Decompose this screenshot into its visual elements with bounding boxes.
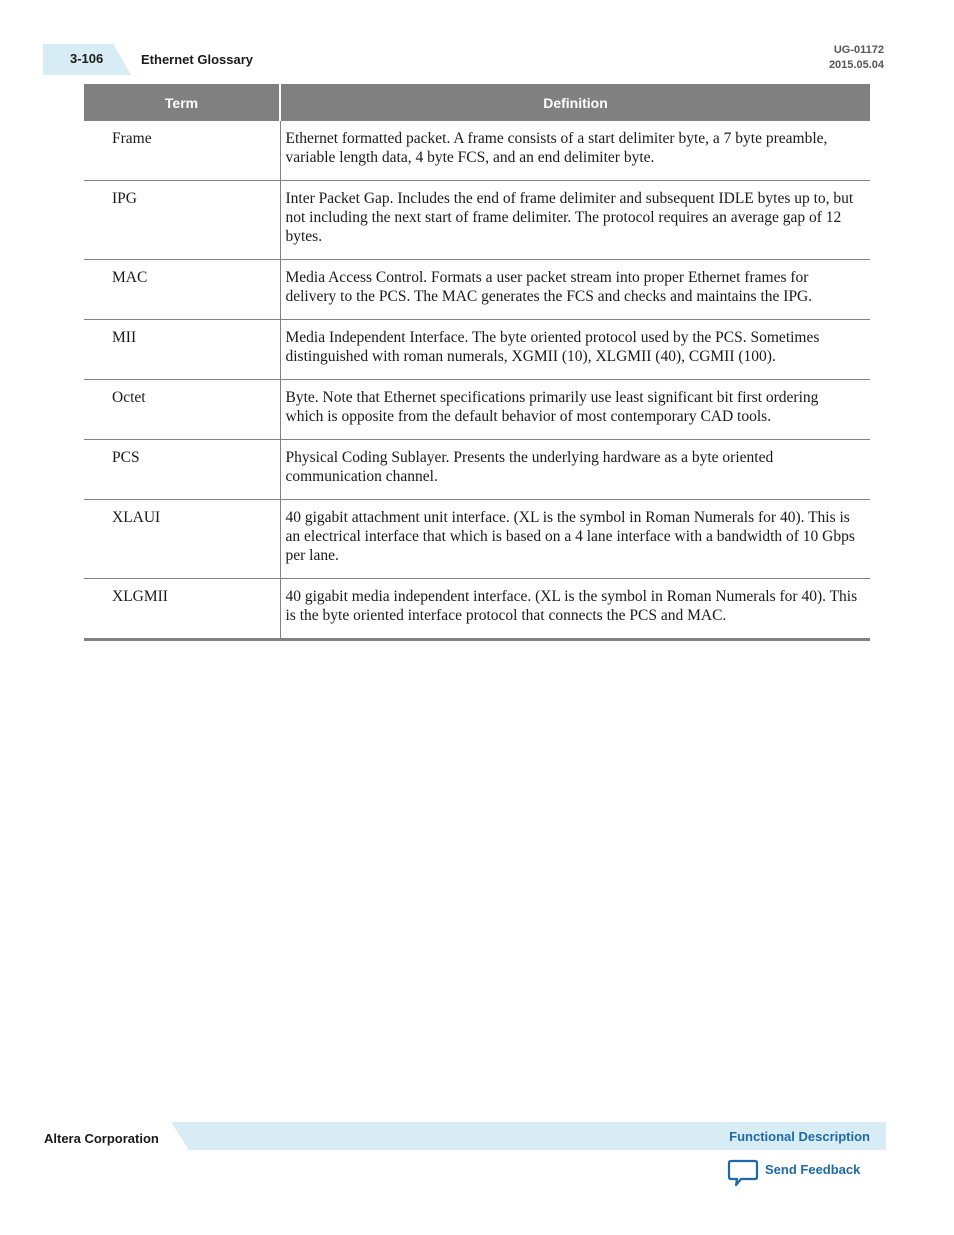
- table-row: [84, 320, 870, 380]
- section-title: Ethernet Glossary: [141, 52, 253, 67]
- send-feedback-label: Send Feedback: [765, 1162, 861, 1177]
- glossary-table: [84, 84, 870, 641]
- table-row: [84, 380, 870, 440]
- definition-cell: Media Access Control. Formats a user packet stream into proper Ethernet frames for delivery to the PCS. The MAC generates the FCS and checks and maintains the IPG.: [280, 260, 870, 320]
- definition-cell: Inter Packet Gap. Includes the end of frame delimiter and subsequent IDLE bytes up to, but not including the next start of frame delimiter. The protocol requires an average gap of 12 bytes.: [280, 181, 870, 260]
- document-date: 2015.05.04: [828, 59, 884, 71]
- definition-cell: Byte. Note that Ethernet specifications primarily use least significant bit first ordering which is opposite from the default behavior of most contemporary CAD tools.: [280, 380, 870, 440]
- table-row: [84, 440, 870, 500]
- definition-cell: Ethernet formatted packet. A frame consists of a start delimiter byte, a 7 byte preamble, variable length data, 4 byte FCS, and an end delimiter byte.: [280, 121, 870, 181]
- chapter-link[interactable]: Functional Description: [729, 1129, 870, 1144]
- page-number: 3-106: [70, 51, 104, 66]
- column-header-term: Term: [84, 84, 280, 121]
- definition-cell: Physical Coding Sublayer. Presents the underlying hardware as a byte oriented communication channel.: [280, 440, 870, 500]
- table-row: [84, 260, 870, 320]
- document-meta: [829, 43, 884, 73]
- term-cell: MAC: [84, 260, 280, 320]
- speech-bubble-icon: [727, 1158, 759, 1188]
- definition-cell: Media Independent Interface. The byte oriented protocol used by the PCS. Sometimes distinguished with roman numerals, XGMII (10), XLGMII (40), CGMII (100).: [280, 320, 870, 380]
- table-row: [84, 500, 870, 579]
- table-row: [84, 121, 870, 181]
- table-row: [84, 579, 870, 640]
- document-id: UG-01172: [833, 44, 884, 56]
- term-cell: Frame: [112, 130, 152, 147]
- term-cell: XLAUI: [84, 500, 280, 579]
- table-header-row: [84, 84, 870, 121]
- definition-cell: 40 gigabit media independent interface. (XL is the symbol in Roman Numerals for 40). This is the byte oriented interface protocol that connects the PCS and MAC.: [280, 579, 870, 640]
- term-cell: XLGMII: [84, 579, 280, 640]
- term-cell: MII: [84, 320, 280, 380]
- company-name: Altera Corporation: [44, 1131, 159, 1146]
- definition-cell: 40 gigabit attachment unit interface. (XL is the symbol in Roman Numerals for 40). This is an electrical interface that which is based on a 4 lane interface with a bandwidth of 10 Gbps per lane.: [280, 500, 870, 579]
- send-feedback-link[interactable]: [727, 1158, 860, 1188]
- table-row: [84, 181, 870, 260]
- term-cell: IPG: [84, 181, 280, 260]
- term-cell: PCS: [84, 440, 280, 500]
- column-header-definition: Definition: [280, 84, 870, 121]
- term-cell: Octet: [84, 380, 280, 440]
